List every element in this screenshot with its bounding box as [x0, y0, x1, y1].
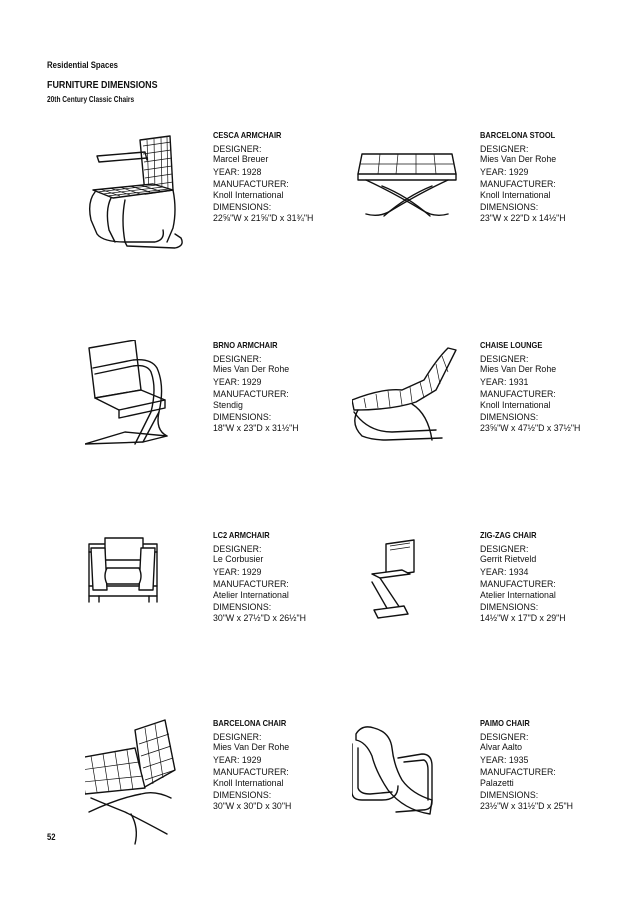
year-value: 1929 [508, 166, 529, 177]
item-name: PAIMO CHAIR [480, 718, 530, 728]
designer-value: Mies Van Der Rohe [213, 364, 290, 374]
dimensions-label: DIMENSIONS: [480, 202, 539, 212]
furniture-item-paimo-chair [352, 718, 622, 868]
designer-value: Alvar Aalto [480, 742, 523, 752]
item-name: LC2 ARMCHAIR [213, 530, 270, 540]
manufacturer-value: Atelier International [213, 589, 289, 600]
furniture-item-barcelona-chair [85, 718, 355, 868]
furniture-item-brno-armchair [85, 340, 355, 490]
zig-zag-chair-info [480, 530, 620, 624]
designer-value: Mies Van Der Rohe [213, 742, 290, 752]
manufacturer-value: Knoll International [480, 399, 551, 410]
item-name: CHAISE LOUNGE [480, 340, 543, 350]
year-value: 1931 [508, 376, 529, 387]
lc2-armchair-info [213, 530, 353, 624]
designer-label: DESIGNER: [213, 731, 262, 742]
designer-label: DESIGNER: [480, 543, 529, 554]
furniture-item-lc2-armchair [85, 530, 355, 680]
dimensions-label: DIMENSIONS: [480, 602, 539, 612]
lc2-armchair-drawing [85, 530, 225, 670]
manufacturer-value: Atelier International [480, 589, 556, 600]
year-label: YEAR: [213, 754, 240, 765]
year-label: YEAR: [480, 566, 507, 577]
year-value: 1929 [241, 566, 262, 577]
item-name: ZIG-ZAG CHAIR [480, 530, 537, 540]
item-name: CESCA ARMCHAIR [213, 130, 282, 140]
year-value: 1935 [508, 754, 529, 765]
dimensions-value: 18"W x 23"D x 31½"H [213, 422, 299, 433]
manufacturer-value: Knoll International [213, 777, 284, 788]
year-value: 1929 [241, 754, 262, 765]
brno-armchair-drawing [85, 340, 225, 480]
brno-armchair-info [213, 340, 353, 434]
dimensions-label: DIMENSIONS: [213, 202, 272, 212]
year-label: YEAR: [213, 566, 240, 577]
barcelona-stool-drawing [352, 130, 492, 270]
dimensions-label: DIMENSIONS: [213, 790, 272, 800]
year-label: YEAR: [213, 376, 240, 387]
designer-label: DESIGNER: [480, 731, 529, 742]
furniture-item-chaise-lounge [352, 340, 622, 490]
cesca-armchair-info [213, 130, 353, 224]
manufacturer-value: Palazetti [480, 777, 514, 788]
paimo-chair-info [480, 718, 620, 812]
dimensions-value: 22⅝"W x 21⅝"D x 31¾"H [213, 212, 314, 223]
year-label: YEAR: [213, 166, 240, 177]
page-title: FURNITURE DIMENSIONS [47, 79, 158, 91]
manufacturer-value: Knoll International [213, 189, 284, 200]
dimensions-value: 23"W x 22"D x 14½"H [480, 212, 566, 223]
designer-label: DESIGNER: [213, 143, 262, 154]
designer-value: Le Corbusier [213, 554, 264, 564]
designer-value: Marcel Breuer [213, 154, 269, 164]
dimensions-value: 30"W x 27½"D x 26½"H [213, 612, 306, 623]
manufacturer-label: MANUFACTURER: [480, 179, 556, 189]
dimensions-label: DIMENSIONS: [213, 602, 272, 612]
dimensions-value: 23½"W x 31½"D x 25"H [480, 800, 573, 811]
section-heading: Residential Spaces [47, 60, 119, 71]
manufacturer-label: MANUFACTURER: [213, 579, 289, 589]
designer-label: DESIGNER: [480, 143, 529, 154]
barcelona-stool-info [480, 130, 620, 224]
item-name: BRNO ARMCHAIR [213, 340, 278, 350]
page-number: 52 [47, 832, 56, 842]
manufacturer-label: MANUFACTURER: [213, 767, 289, 777]
designer-label: DESIGNER: [213, 543, 262, 554]
chaise-lounge-info [480, 340, 620, 434]
furniture-item-zig-zag-chair [352, 530, 622, 680]
item-name: BARCELONA CHAIR [213, 718, 287, 728]
designer-value: Mies Van Der Rohe [480, 154, 557, 164]
designer-label: DESIGNER: [480, 353, 529, 364]
barcelona-chair-drawing [85, 718, 225, 858]
manufacturer-label: MANUFACTURER: [480, 579, 556, 589]
page-subtitle: 20th Century Classic Chairs [47, 95, 135, 104]
year-value: 1934 [508, 566, 529, 577]
manufacturer-label: MANUFACTURER: [480, 389, 556, 399]
dimensions-value: 23⅝"W x 47½"D x 37½"H [480, 422, 581, 433]
zig-zag-chair-drawing [352, 530, 492, 670]
year-label: YEAR: [480, 376, 507, 387]
manufacturer-value: Stendig [213, 399, 243, 410]
dimensions-value: 30"W x 30"D x 30"H [213, 800, 292, 811]
dimensions-label: DIMENSIONS: [480, 790, 539, 800]
manufacturer-value: Knoll International [480, 189, 551, 200]
dimensions-value: 14½"W x 17"D x 29"H [480, 612, 566, 623]
dimensions-label: DIMENSIONS: [213, 412, 272, 422]
year-label: YEAR: [480, 166, 507, 177]
item-name: BARCELONA STOOL [480, 130, 556, 140]
paimo-chair-drawing [352, 718, 492, 858]
cesca-armchair-drawing [85, 130, 225, 270]
manufacturer-label: MANUFACTURER: [480, 767, 556, 777]
designer-label: DESIGNER: [213, 353, 262, 364]
chaise-lounge-drawing [352, 340, 492, 480]
year-label: YEAR: [480, 754, 507, 765]
barcelona-chair-info [213, 718, 353, 812]
year-value: 1928 [241, 166, 262, 177]
designer-value: Mies Van Der Rohe [480, 364, 557, 374]
designer-value: Gerrit Rietveld [480, 554, 537, 564]
furniture-item-barcelona-stool [352, 130, 622, 280]
year-value: 1929 [241, 376, 262, 387]
dimensions-label: DIMENSIONS: [480, 412, 539, 422]
manufacturer-label: MANUFACTURER: [213, 389, 289, 399]
manufacturer-label: MANUFACTURER: [213, 179, 289, 189]
furniture-item-cesca-armchair [85, 130, 355, 280]
